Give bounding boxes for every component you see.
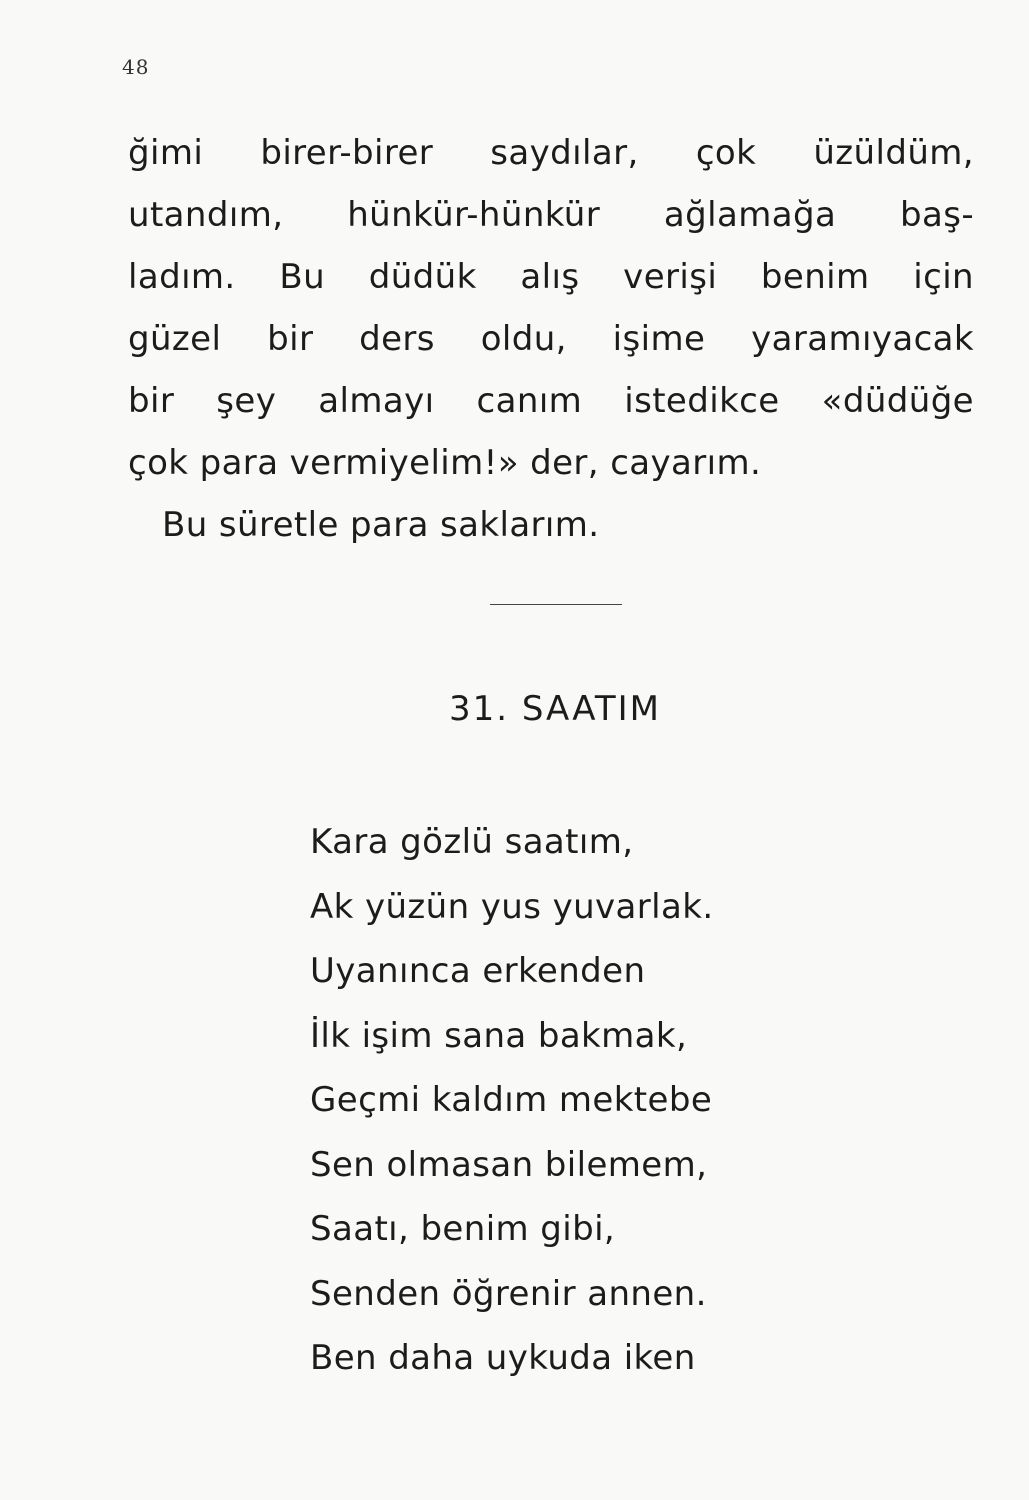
prose-line: ladım. Bu düdük alış verişi benim için	[128, 257, 974, 297]
prose-line: ğimi birer-birer saydılar, çok üzüldüm,	[128, 133, 974, 173]
section-divider	[490, 604, 622, 605]
poem-verse: İlk işim sana bakmak,	[310, 1015, 688, 1056]
poem-title: 31. SAATIM	[448, 689, 662, 729]
poem-verse: Ak yüzün yus yuvarlak.	[310, 886, 714, 927]
prose-paragraph	[128, 122, 988, 556]
page-number: 48	[122, 55, 150, 79]
poem-verse: Kara gözlü saatım,	[310, 822, 634, 862]
poem-verse: Sen olmasan bilemem,	[310, 1144, 708, 1185]
poem-verse: Ben daha uykuda iken	[310, 1338, 696, 1378]
prose-line: güzel bir ders oldu, işime yaramıyacak	[128, 319, 974, 359]
prose-line: Bu süretle para saklarım.	[162, 505, 600, 545]
poem-verse: Senden öğrenir annen.	[310, 1273, 707, 1314]
prose-line: utandım, hünkür-hünkür ağlamağa baş-	[128, 195, 974, 235]
poem-verse: Geçmi kaldım mektebe	[310, 1080, 713, 1120]
prose-line: çok para vermiyelim!» der, cayarım.	[128, 443, 762, 483]
prose-line: bir şey almayı canım istedikce «düdüğe	[128, 381, 974, 421]
poem-verse: Saatı, benim gibi,	[310, 1209, 616, 1249]
poem-body	[310, 810, 970, 1391]
poem-verse: Uyanınca erkenden	[310, 951, 646, 991]
